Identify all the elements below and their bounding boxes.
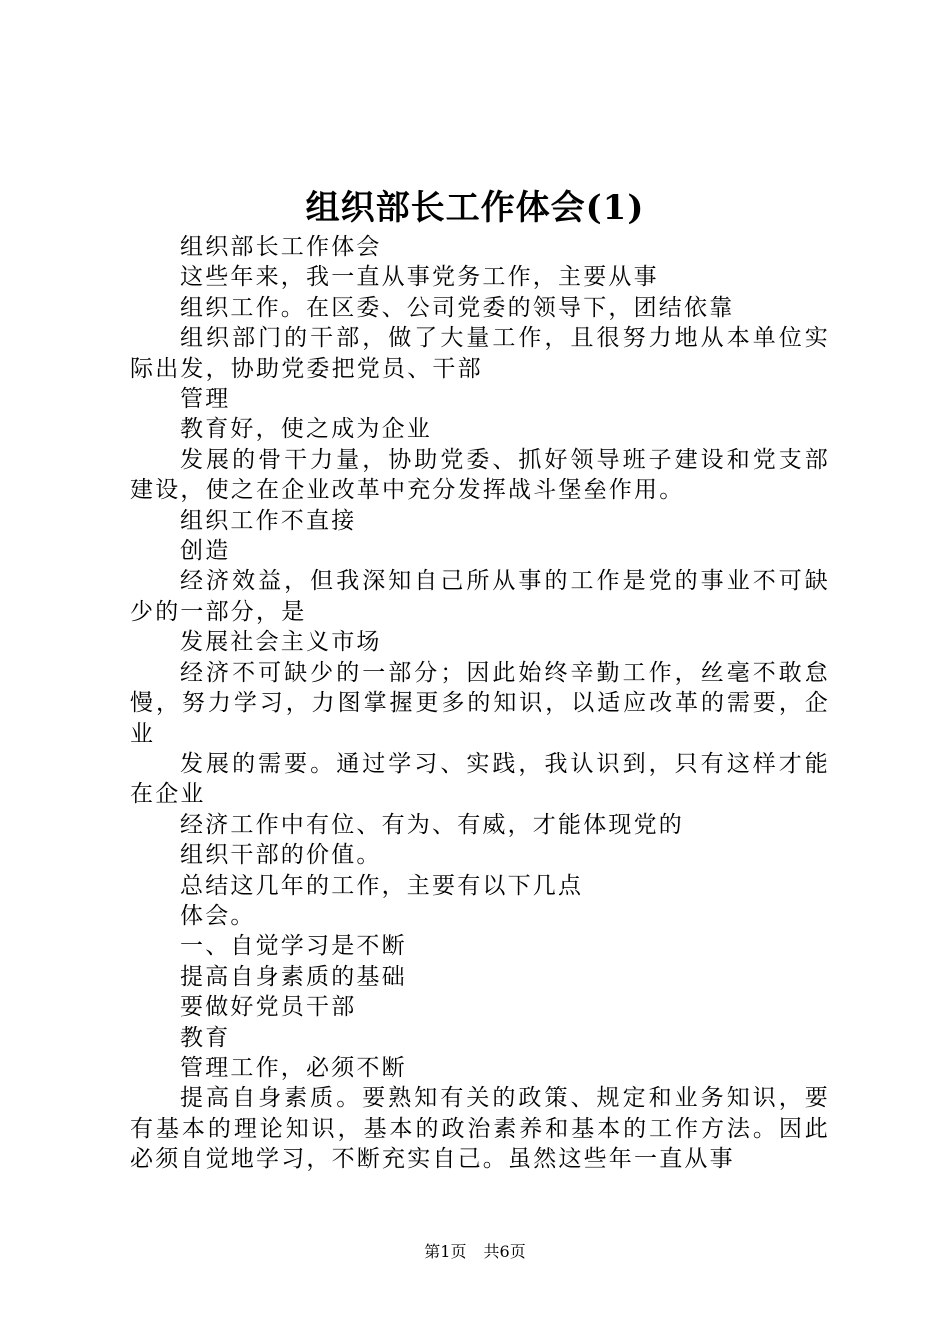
paragraph: 组织干部的价值。	[180, 842, 382, 869]
paragraph: 发展社会主义市场	[180, 629, 382, 656]
paragraph: 这些年来，我一直从事党务工作，主要从事	[180, 264, 659, 291]
paragraph: 组织工作。在区委、公司党委的领导下，团结依靠	[180, 294, 735, 321]
paragraph: 总结这几年的工作，主要有以下几点	[180, 872, 584, 899]
page-footer	[0, 1240, 950, 1264]
paragraph: 体会。	[180, 902, 256, 929]
paragraph: 发展的需要。通过学习、实践，我认识到，只有这样才能在企业	[130, 750, 830, 808]
paragraph: 管理	[180, 386, 231, 413]
paragraph: 发展的骨干力量，协助党委、抓好领导班子建设和党支部建设，使之在企业改革中充分发挥战斗堡垒作用。	[130, 446, 830, 504]
paragraph: 教育	[180, 1024, 231, 1051]
paragraph: 经济工作中有位、有为、有威，才能体现党的	[180, 811, 684, 838]
page-total: 共6页	[483, 1242, 526, 1261]
paragraph: 组织部长工作体会	[180, 234, 382, 260]
document-body	[130, 232, 830, 1175]
paragraph: 要做好党员干部	[180, 994, 357, 1021]
paragraph: 创造	[180, 538, 231, 565]
page-number: 第1页	[424, 1242, 467, 1261]
paragraph: 经济不可缺少的一部分；因此始终辛勤工作，丝毫不敢怠慢，努力学习，力图掌握更多的知识，以适应改革的需要，企业	[130, 659, 830, 747]
paragraph: 组织工作不直接	[180, 507, 357, 534]
paragraph: 提高自身素质的基础	[180, 963, 407, 990]
paragraph: 经济效益，但我深知自己所从事的工作是党的事业不可缺少的一部分，是	[130, 568, 830, 625]
paragraph: 管理工作，必须不断	[180, 1054, 407, 1081]
paragraph: 教育好，使之成为企业	[180, 416, 432, 443]
paragraph: 提高自身素质。要熟知有关的政策、规定和业务知识，要有基本的理论知识，基本的政治素养和基本的工作方法。因此必须自觉地学习，不断充实自己。虽然这些年一直从事	[130, 1085, 830, 1173]
paragraph: 一、自觉学习是不断	[180, 933, 407, 960]
paragraph: 组织部门的干部，做了大量工作，且很努力地从本单位实际出发，协助党委把党员、干部	[130, 325, 830, 382]
document-title: 组织部长工作体会(1)	[305, 188, 645, 228]
